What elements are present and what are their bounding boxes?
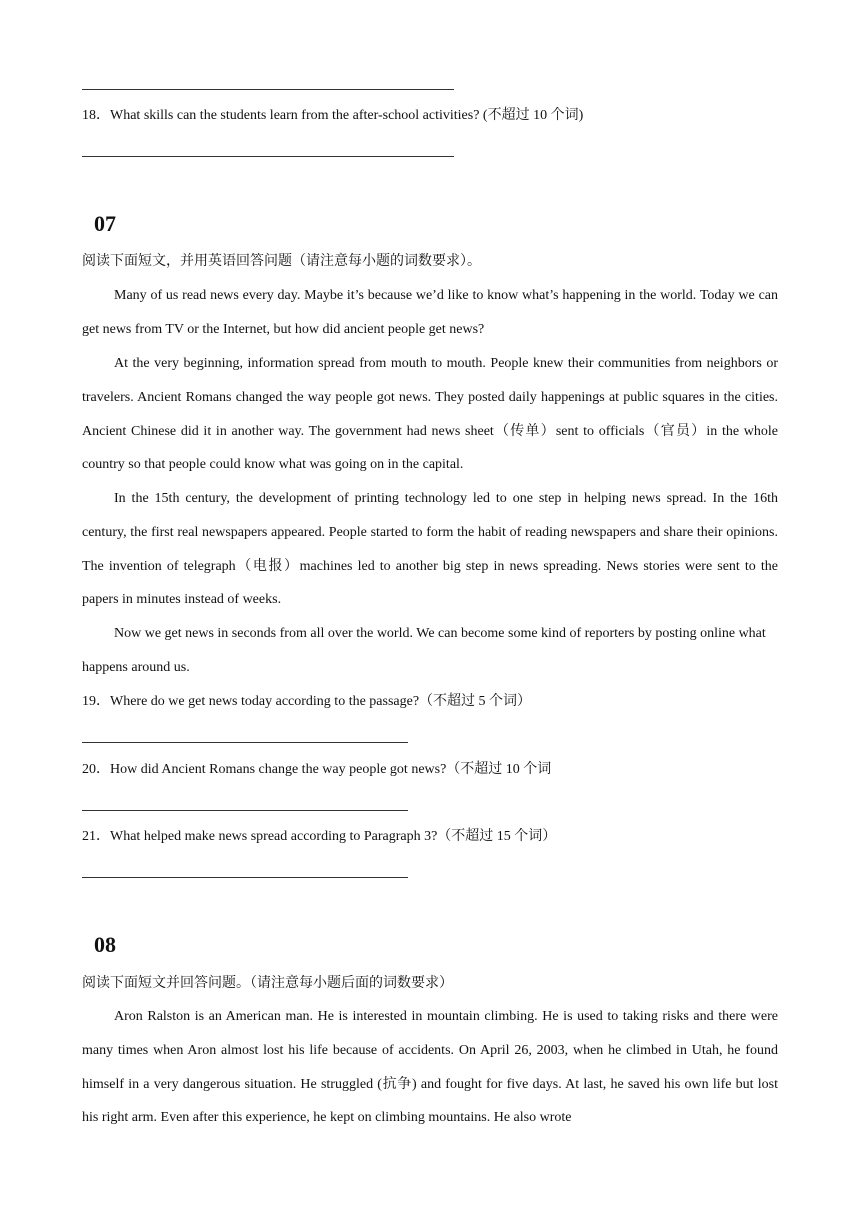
answer-line (82, 89, 454, 90)
answer-line (82, 156, 454, 157)
section-07-instruction: 阅读下面短文，并用英语回答问题（请注意每小题的词数要求）。 (82, 254, 481, 269)
answer-line (82, 810, 408, 811)
question-18: 18．What skills can the students learn from the after-school activities? (不超过 10 个词) (82, 108, 584, 123)
passage-08-paragraph-1: Aron Ralston is an American man. He is interested in mountain climbing. He is used to taking risks and there were many times when Aron almost lost his life because of accidents. On April 26, 2003, when he climbed in Utah, he found himself in a very dangerous situation. He struggled (抗争) and fought for five days. At last, he saved his own life but lost his right arm. Even after this experience, he kept on climbing mountains. He also wrote (82, 1009, 778, 1126)
answer-line (82, 877, 408, 878)
section-number-08: 08 (94, 932, 116, 957)
section-08-instruction: 阅读下面短文并回答问题。（请注意每小题后面的词数要求） (82, 976, 453, 991)
answer-line (82, 742, 408, 743)
section-number-07: 07 (94, 211, 116, 236)
passage-paragraph-2: At the very beginning, information spread from mouth to mouth. People knew their communities from neighbors or travelers. Ancient Romans changed the way people got news. They posted daily happenings at public squares in the cities. Ancient Chinese did it in another way. The government had news sheet（传单）sent to officials（官员）in the whole country so that people could know what was going on in the capital. (82, 356, 778, 473)
passage-paragraph-3: In the 15th century, the development of printing technology led to one step in helping news spread. In the 16th century, the first real newspapers appeared. People started to form the habit of reading newspapers and share their opinions. The invention of telegraph（电报）machines led to another big step in news spreading. News stories were sent to the papers in minutes instead of weeks. (82, 491, 778, 608)
passage-paragraph-1: Many of us read news every day. Maybe it’s because we’d like to know what’s happening in the world. Today we can get news from TV or the Internet, but how did ancient people get news? (82, 288, 778, 337)
question-19: 19．Where do we get news today according to the passage?（不超过 5 个词） (82, 694, 532, 709)
passage-paragraph-4: Now we get news in seconds from all over the world. We can become some kind of reporters by posting online what happens around us. (82, 626, 766, 675)
question-21: 21．What helped make news spread according to Paragraph 3?（不超过 15 个词） (82, 829, 557, 844)
question-20: 20．How did Ancient Romans change the way people got news?（不超过 10 个词 (82, 762, 552, 777)
